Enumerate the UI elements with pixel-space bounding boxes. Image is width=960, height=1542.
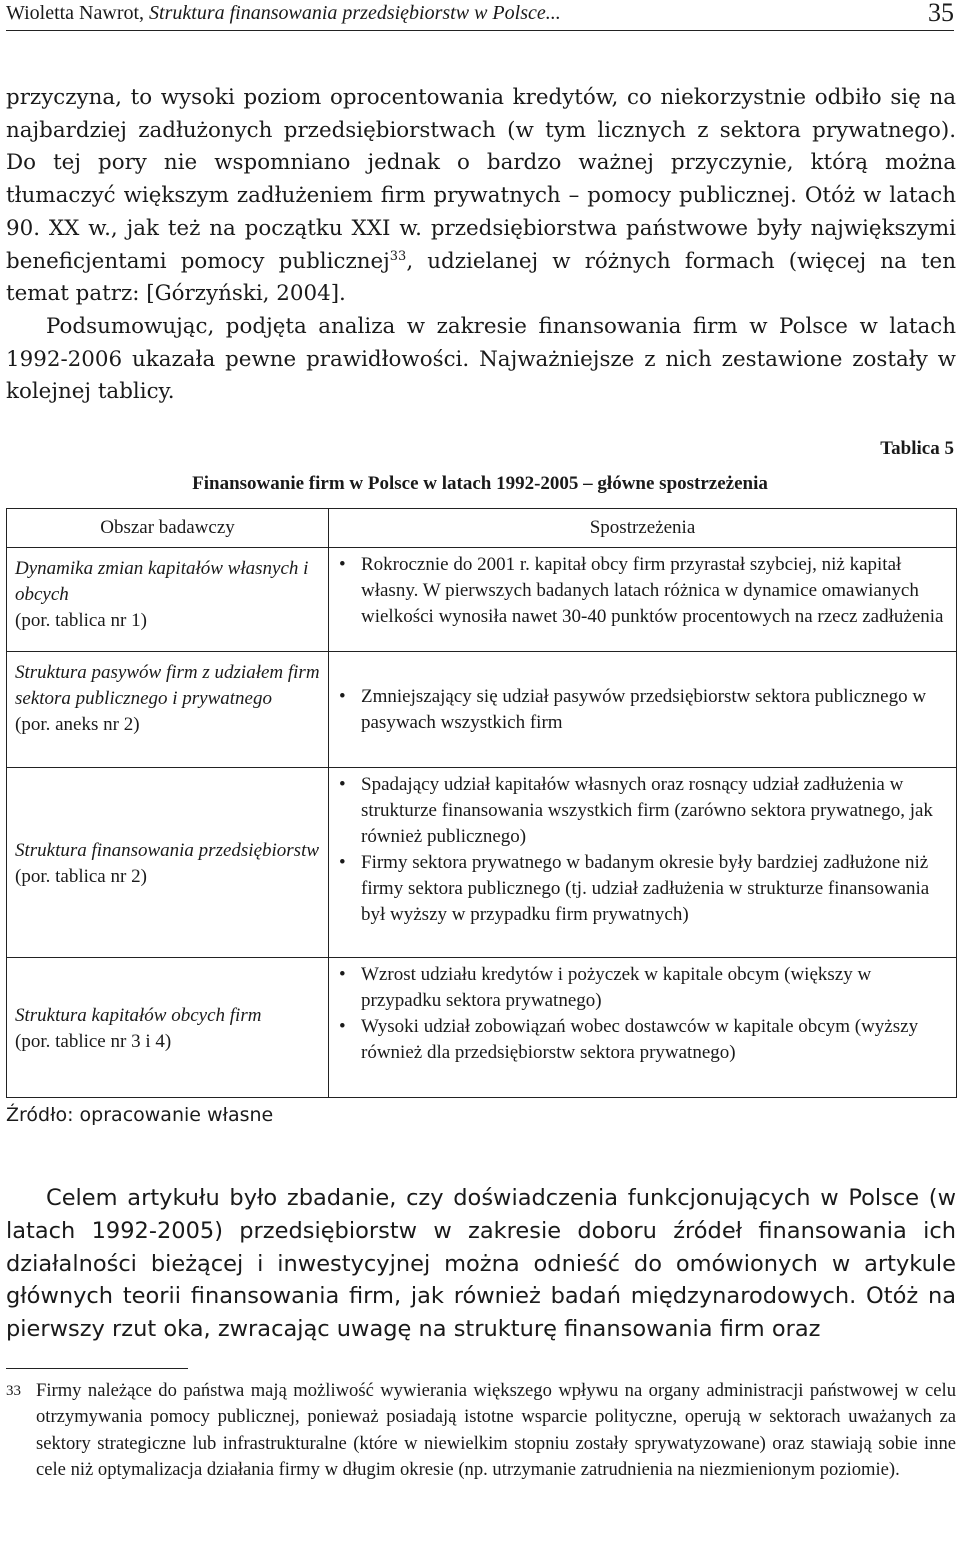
page-number: 35: [928, 0, 954, 27]
table-header-row: [7, 509, 957, 548]
intro-text: [6, 82, 956, 409]
intro-paragraph-1-text: przyczyna, to wysoki poziom oprocentowania kredytów, co niekorzystnie odbiło się na najbardziej zadłużonych przedsiębiorstwach (w tym licznych z sektora prywatnego). Do tej pory nie wspomniano jednak o bardzo ważnej przyczynie, którą można tłumaczyć większym zadłużeniem firm prywatnych – pomocy publicznej. Otóż w latach 90. XX w., jak też na początku XXI w. przedsiębiorstwa państwowe były największymi beneficjentami pomocy publicznej: [6, 85, 956, 274]
table-row: [7, 652, 957, 768]
row-area-cell: [7, 958, 329, 1098]
row-observations-cell: [329, 652, 957, 768]
observation-text: Zmniejszający się udział pasywów przedsiębiorstw sektora publicznego w pasywach wszystkich firm: [361, 685, 927, 733]
list-item: [339, 684, 950, 736]
bullet-icon: •: [339, 554, 346, 575]
observations-list: [339, 772, 950, 928]
observations-list: [339, 552, 950, 630]
row-area-ref: (por. tablica nr 2): [15, 865, 147, 887]
list-item: [339, 552, 950, 630]
row-area-cell: [7, 768, 329, 958]
footnote-ref[interactable]: 33: [389, 248, 407, 264]
footnote-number: 33: [6, 1383, 21, 1399]
observation-text: Wzrost udziału kredytów i pożyczek w kapitale obcym (większy w przypadku sektora prywatnego): [361, 964, 872, 1011]
column-header-area: Obszar badawczy: [7, 509, 329, 548]
row-observations-cell: [329, 958, 957, 1098]
row-area-ref: (por. tablice nr 3 i 4): [15, 1030, 172, 1052]
findings-table: [6, 508, 957, 1098]
row-area-name: Dynamika zmian kapitałów własnych i obcych: [15, 558, 309, 605]
bullet-icon: •: [339, 852, 346, 873]
observations-list: [339, 684, 950, 736]
list-item: [339, 850, 950, 928]
row-observations-cell: [329, 768, 957, 958]
observations-list: [339, 962, 950, 1066]
row-area-ref: (por. aneks nr 2): [15, 714, 140, 735]
row-area-name: Struktura kapitałów obcych firm: [15, 1004, 262, 1026]
list-item: [339, 772, 950, 850]
bullet-icon: •: [339, 685, 346, 707]
closing-text: [6, 1182, 956, 1346]
intro-paragraph-2: Podsumowując, podjęta analiza w zakresie finansowania firm w Polsce w latach 1992-2006 ukazała pewne prawidłowości. Najważniejsze z nich zestawione zostały w kolejnej tablicy.: [6, 313, 956, 405]
header-citation: [6, 2, 561, 25]
running-header: [6, 0, 954, 31]
row-area-cell: [7, 652, 329, 768]
row-area-cell: [7, 548, 329, 652]
table-row: [7, 768, 957, 958]
observation-text: Firmy sektora prywatnego w badanym okresie były bardziej zadłużone niż firmy sektora publicznego (tj. udział zadłużenia w strukturze finansowania był wyższy w przypadku firm prywatnych): [361, 852, 930, 925]
list-item: [339, 962, 950, 1014]
header-title: Struktura finansowania przedsiębiorstw w Polsce...: [149, 2, 561, 24]
observation-text: Spadający udział kapitałów własnych oraz rosnący udział zadłużenia w strukturze finansowania wszystkich firm (zarówno sektora prywatnego, jak również publicznego): [361, 774, 933, 847]
row-area-ref: (por. tablica nr 1): [15, 610, 147, 631]
table-row: [7, 958, 957, 1098]
bullet-icon: •: [339, 774, 346, 795]
bullet-icon: •: [339, 1016, 346, 1037]
footnote-divider: [6, 1368, 188, 1369]
row-area-name: Struktura pasywów firm z udziałem firm sektora publicznego i prywatnego: [15, 662, 320, 709]
header-author: Wioletta Nawrot,: [6, 2, 145, 24]
column-header-observations: Spostrzeżenia: [329, 509, 957, 548]
intro-paragraph-1: [6, 82, 956, 311]
table-title: Finansowanie firm w Polsce w latach 1992-2005 – główne spostrzeżenia: [192, 473, 768, 494]
row-observations-cell: [329, 548, 957, 652]
observation-text: Rokrocznie do 2001 r. kapitał obcy firm przyrastał szybciej, niż kapitał własny. W pierwszych badanych latach różnica w dynamice omawianych wielkości wynosiła nawet 30-40 punktów procentowych na rzecz zadłużenia: [361, 554, 944, 627]
table-source: Źródło: opracowanie własne: [6, 1104, 274, 1126]
list-item: [339, 1014, 950, 1066]
row-area-name: Struktura finansowania przedsiębiorstw: [15, 839, 320, 861]
observation-text: Wysoki udział zobowiązań wobec dostawców w kapitale obcym (wyższy również dla przedsiębiorstw sektora prywatnego): [361, 1016, 919, 1063]
intro-paragraph-1-end: , udzielanej w różnych formach (więcej na ten temat patrz: [Górzyński, 2004].: [6, 248, 956, 307]
table-row: [7, 548, 957, 652]
bullet-icon: •: [339, 964, 346, 985]
table-label: Tablica 5: [880, 438, 954, 459]
footnote-text: Firmy należące do państwa mają możliwość wywierania większego wpływu na organy administracji państwowej w celu otrzymywania pomocy publicznej, ponieważ posiadają istotne wsparcie polityczne, operują w sektorach uważanych za sektory strategiczne lub infrastrukturalne (które w niewielkim stopniu zostały sprywatyzowane) oraz stawiają sobie inne cele niż optymalizacja działania firmy w długim okresie (np. utrzymanie zatrudnienia na niezmienionym poziomie).: [36, 1380, 956, 1481]
footnote: [6, 1378, 956, 1484]
closing-paragraph: Celem artykułu było zbadanie, czy doświadczenia funkcjonujących w Polsce (w latach 1992-2005) przedsiębiorstw w zakresie doboru źródeł finansowania ich działalności bieżącej i inwestycyjnej można odnieść do omówionych w artykule głównych teorii finansowania firm, jak również badań międzynarodowych. Otóż na pierwszy rzut oka, zwracając uwagę na strukturę finansowania firm oraz: [6, 1185, 956, 1343]
